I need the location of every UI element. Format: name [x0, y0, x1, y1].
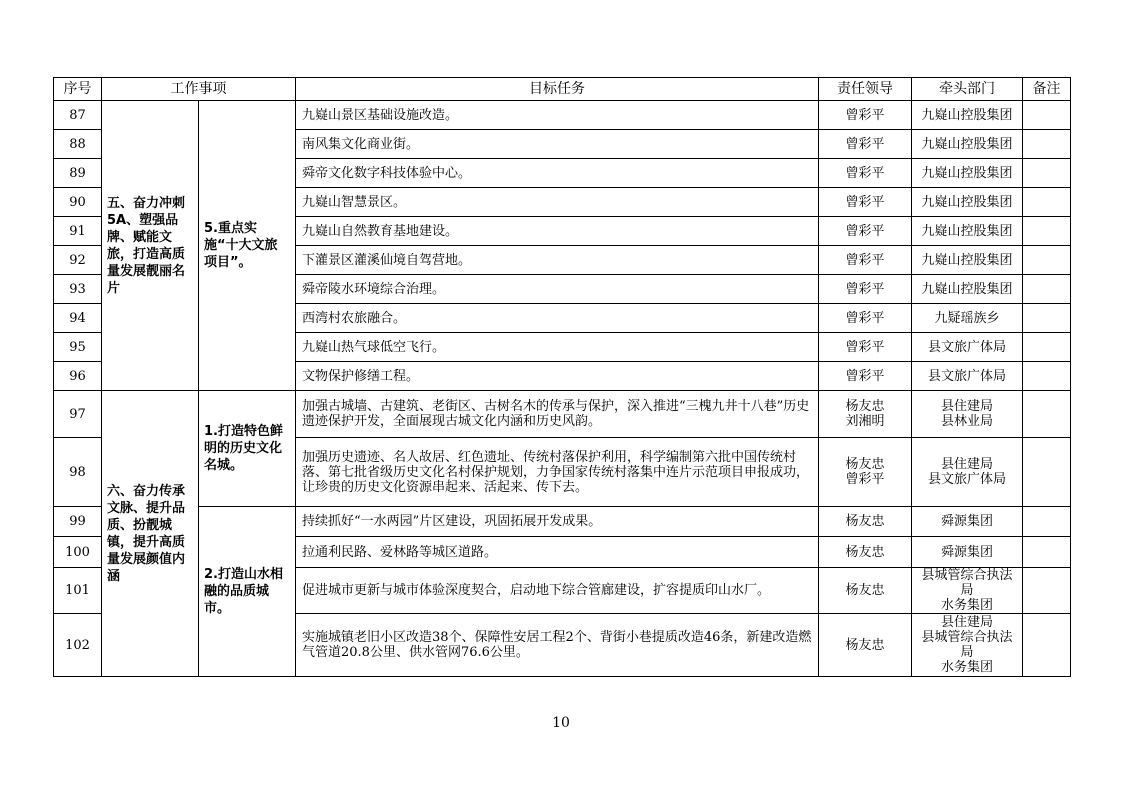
leader-cell: 曾彩平: [819, 246, 912, 275]
seq-cell: 89: [54, 159, 102, 188]
seq-cell: 88: [54, 130, 102, 159]
leader-cell: 曾彩平: [819, 362, 912, 391]
leader-cell: 杨友忠: [819, 614, 912, 677]
task-cell: 九嶷山自然教育基地建设。: [296, 217, 819, 246]
note-cell: [1023, 130, 1071, 159]
note-cell: [1023, 333, 1071, 362]
dept-cell: 九嶷山控股集团: [912, 246, 1023, 275]
dept-cell: 九嶷山控股集团: [912, 217, 1023, 246]
dept-cell: 县住建局 县林业局: [912, 391, 1023, 438]
task-cell: 九嶷山景区基础设施改造。: [296, 101, 819, 130]
header-note: 备注: [1023, 78, 1071, 101]
seq-cell: 96: [54, 362, 102, 391]
task-cell: 加强古城墙、古建筑、老街区、古树名木的传承与保护，深入推进“三槐九井十八巷”历史遗迹保护开发，全面展现古城文化内涵和历史风韵。: [296, 391, 819, 438]
task-cell: 促进城市更新与城市体验深度契合，启动地下综合管廊建设，扩容提质印山水厂。: [296, 568, 819, 614]
task-cell: 南风集文化商业街。: [296, 130, 819, 159]
task-cell: 文物保护修缮工程。: [296, 362, 819, 391]
subcategory-cell: 2.打造山水相融的品质城市。: [199, 507, 296, 677]
seq-cell: 99: [54, 507, 102, 537]
header-task: 目标任务: [296, 78, 819, 101]
note-cell: [1023, 614, 1071, 677]
dept-cell: 县文旅广体局: [912, 362, 1023, 391]
task-cell: 九嶷山智慧景区。: [296, 188, 819, 217]
dept-cell: 九嶷山控股集团: [912, 101, 1023, 130]
category-cell: 六、奋力传承文脉、提升品质、扮靓城镇，提升高质量发展颜值内涵: [102, 391, 199, 677]
page-number: 10: [552, 715, 570, 731]
header-row: [54, 78, 1071, 101]
dept-cell: 舜源集团: [912, 537, 1023, 568]
dept-cell: 县住建局 县文旅广体局: [912, 438, 1023, 507]
leader-cell: 杨友忠: [819, 507, 912, 537]
dept-cell: 县文旅广体局: [912, 333, 1023, 362]
header-leader: 责任领导: [819, 78, 912, 101]
leader-cell: 曾彩平: [819, 130, 912, 159]
note-cell: [1023, 217, 1071, 246]
task-cell: 加强历史遗迹、名人故居、红色遗址、传统村落保护利用，科学编制第六批中国传统村落、第七批省级历史文化名村保护规划，力争国家传统村落集中连片示范项目申报成功，让珍贵的历史文化资源串起来、活起来、传下去。: [296, 438, 819, 507]
table-row: [54, 507, 1071, 537]
leader-cell: 曾彩平: [819, 159, 912, 188]
task-cell: 舜帝文化数字科技体验中心。: [296, 159, 819, 188]
dept-cell: 县城管综合执法局 水务集团: [912, 568, 1023, 614]
task-cell: 持续抓好“一水两园”片区建设，巩固拓展开发成果。: [296, 507, 819, 537]
seq-cell: 93: [54, 275, 102, 304]
dept-cell: 县住建局 县城管综合执法局 水务集团: [912, 614, 1023, 677]
task-cell: 实施城镇老旧小区改造38个、保障性安居工程2个、背街小巷提质改造46条，新建改造燃气管道20.8公里、供水管网76.6公里。: [296, 614, 819, 677]
note-cell: [1023, 438, 1071, 507]
task-cell: 舜帝陵水环境综合治理。: [296, 275, 819, 304]
header-item: 工作事项: [102, 78, 296, 101]
seq-cell: 87: [54, 101, 102, 130]
work-table: [53, 77, 1071, 677]
note-cell: [1023, 507, 1071, 537]
seq-cell: 98: [54, 438, 102, 507]
seq-cell: 101: [54, 568, 102, 614]
note-cell: [1023, 362, 1071, 391]
seq-cell: 91: [54, 217, 102, 246]
leader-cell: 曾彩平: [819, 333, 912, 362]
header-dept: 牵头部门: [912, 78, 1023, 101]
dept-cell: 九嶷山控股集团: [912, 275, 1023, 304]
leader-cell: 曾彩平: [819, 304, 912, 333]
leader-cell: 杨友忠: [819, 537, 912, 568]
note-cell: [1023, 304, 1071, 333]
leader-cell: 曾彩平: [819, 188, 912, 217]
seq-cell: 95: [54, 333, 102, 362]
table-row: [54, 391, 1071, 438]
subcategory-cell: 5.重点实施“十大文旅项目”。: [199, 101, 296, 391]
note-cell: [1023, 537, 1071, 568]
dept-cell: 九嶷山控股集团: [912, 188, 1023, 217]
leader-cell: 曾彩平: [819, 275, 912, 304]
seq-cell: 100: [54, 537, 102, 568]
note-cell: [1023, 246, 1071, 275]
note-cell: [1023, 188, 1071, 217]
dept-cell: 九疑瑶族乡: [912, 304, 1023, 333]
dept-cell: 九嶷山控股集团: [912, 159, 1023, 188]
task-cell: 九嶷山热气球低空飞行。: [296, 333, 819, 362]
note-cell: [1023, 568, 1071, 614]
task-cell: 西湾村农旅融合。: [296, 304, 819, 333]
leader-cell: 杨友忠 刘湘明: [819, 391, 912, 438]
seq-cell: 92: [54, 246, 102, 275]
leader-cell: 杨友忠: [819, 568, 912, 614]
seq-cell: 102: [54, 614, 102, 677]
leader-cell: 杨友忠 曾彩平: [819, 438, 912, 507]
task-cell: 拉通利民路、爱林路等城区道路。: [296, 537, 819, 568]
task-cell: 下灌景区灌溪仙境自驾营地。: [296, 246, 819, 275]
seq-cell: 90: [54, 188, 102, 217]
note-cell: [1023, 101, 1071, 130]
subcategory-cell: 1.打造特色鲜明的历史文化名城。: [199, 391, 296, 507]
note-cell: [1023, 391, 1071, 438]
category-cell: 五、奋力冲刺5A、塑强品牌、赋能文旅，打造高质量发展靓丽名片: [102, 101, 199, 391]
note-cell: [1023, 275, 1071, 304]
dept-cell: 舜源集团: [912, 507, 1023, 537]
dept-cell: 九嶷山控股集团: [912, 130, 1023, 159]
leader-cell: 曾彩平: [819, 217, 912, 246]
seq-cell: 97: [54, 391, 102, 438]
leader-cell: 曾彩平: [819, 101, 912, 130]
note-cell: [1023, 159, 1071, 188]
seq-cell: 94: [54, 304, 102, 333]
header-seq: 序号: [54, 78, 102, 101]
table-row: [54, 101, 1071, 130]
